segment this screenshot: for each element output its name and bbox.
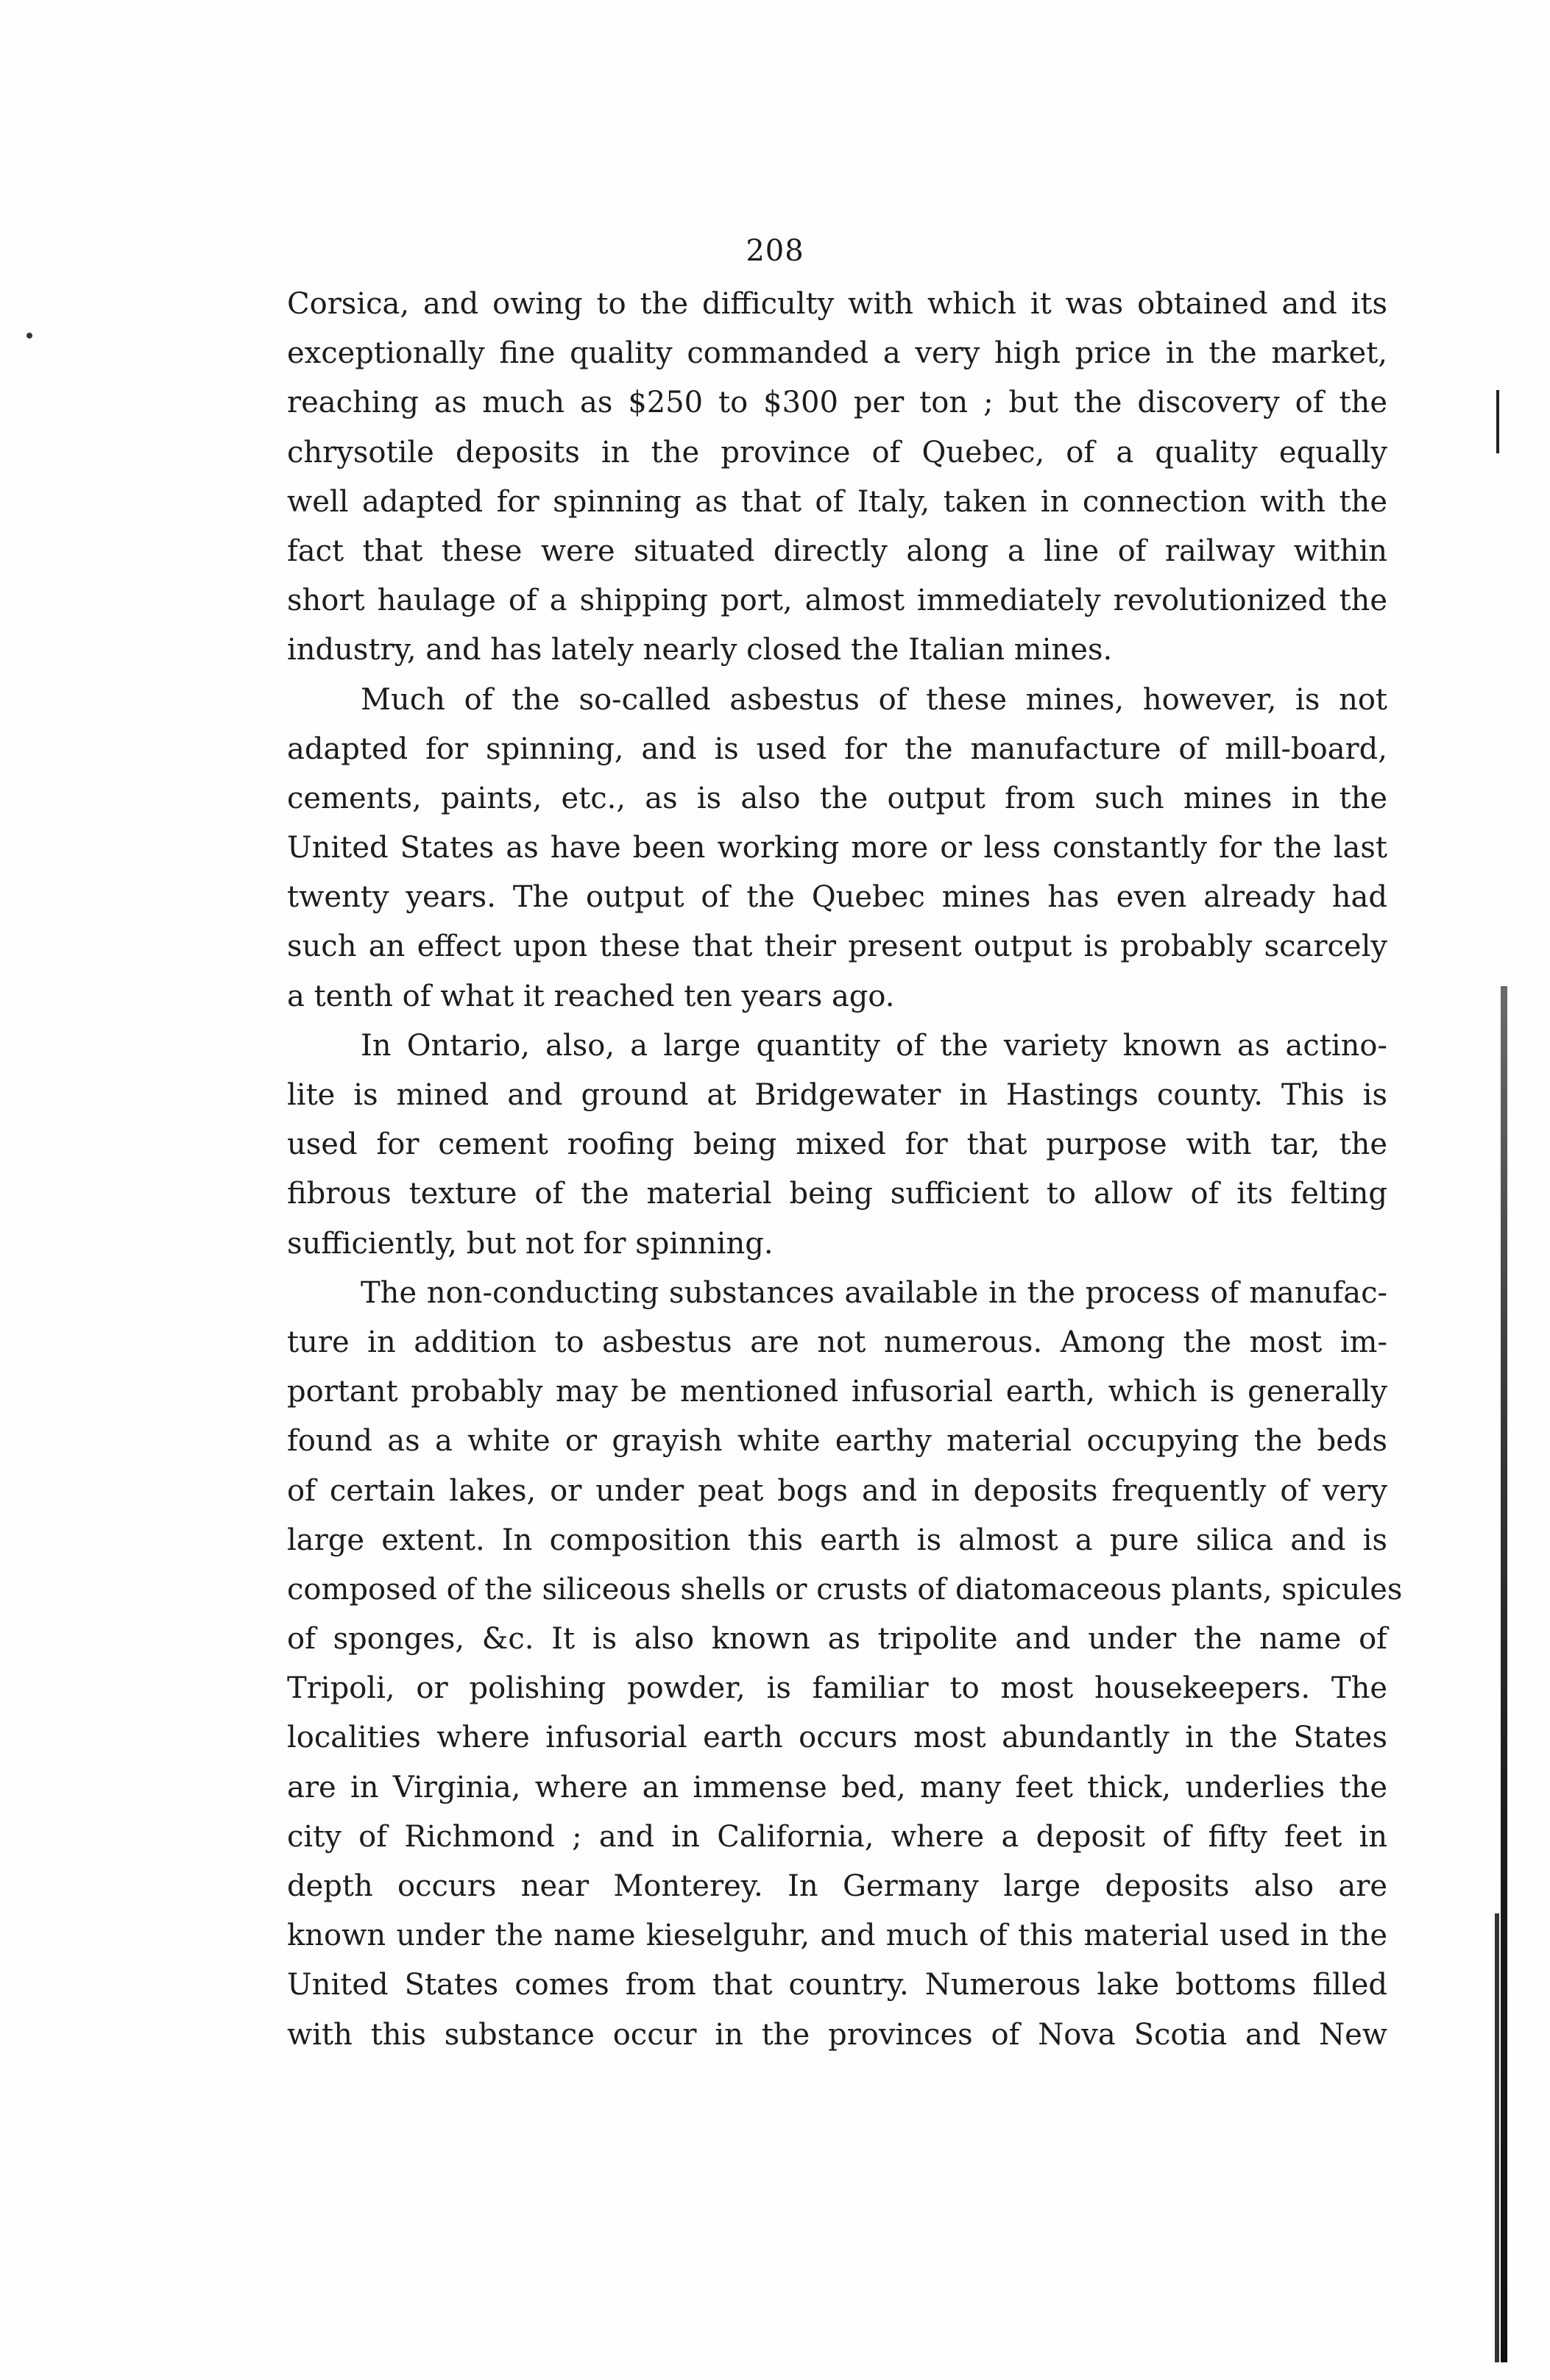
text-line: In Ontario, also, a large quantity of the variety known as actino- (361, 1028, 1387, 1063)
page-number: 208 (746, 234, 804, 268)
text-line: localities where infusorial earth occurs most abundantly in the States (287, 1721, 1387, 1755)
text-line: chrysotile deposits in the province of Quebec, of a quality equally (287, 435, 1387, 470)
text-line: United States comes from that country. Numerous lake bottoms filled (287, 1968, 1387, 2002)
text-line: twenty years. The output of the Quebec mines has even already had (287, 880, 1387, 915)
text-line: used for cement roofing being mixed for that purpose with tar, the (287, 1127, 1387, 1162)
text-line: adapted for spinning, and is used for the manufacture of mill-board, (287, 732, 1387, 766)
text-line: known under the name kieselguhr, and much of this material used in the (287, 1919, 1387, 1953)
text-line: found as a white or grayish white earthy material occupying the beds (287, 1424, 1387, 1459)
text-line: fact that these were situated directly along a line of railway within (287, 534, 1387, 568)
text-line: Tripoli, or polishing powder, is familiar to most housekeepers. The (287, 1671, 1387, 1706)
text-line: portant probably may be mentioned infusorial earth, which is generally (287, 1375, 1387, 1409)
text-line: composed of the siliceous shells or crusts of diatomaceous plants, spicules (287, 1572, 1403, 1607)
text-line: with this substance occur in the provinces of Nova Scotia and New (287, 2017, 1387, 2052)
text-line: Much of the so-called asbestus of these mines, however, is not (361, 682, 1387, 717)
text-line: depth occurs near Monterey. In Germany large deposits also are (287, 1869, 1387, 1903)
text-line: industry, and has lately nearly closed the Italian mines. (287, 633, 1113, 667)
text-line: a tenth of what it reached ten years ago. (287, 979, 895, 1013)
text-line: Corsica, and owing to the difficulty with which it was obtained and its (287, 287, 1387, 321)
body-text (287, 280, 1403, 2060)
text-line: United States as have been working more or less constantly for the last (287, 831, 1387, 865)
margin-dot (26, 333, 32, 339)
text-line: ture in addition to asbestus are not numerous. Among the most im- (287, 1325, 1387, 1359)
text-line: lite is mined and ground at Bridgewater in Hastings county. This is (287, 1078, 1387, 1112)
scan-edge-shadow (1495, 1913, 1499, 2362)
text-line: short haulage of a shipping port, almost immediately revolutionized the (287, 584, 1387, 618)
text-line: are in Virginia, where an immense bed, many feet thick, underlies the (287, 1770, 1387, 1805)
text-line: such an effect upon these that their present output is probably scarcely (287, 929, 1387, 964)
text-line: fibrous texture of the material being sufficient to allow of its felting (287, 1177, 1387, 1211)
text-line: sufficiently, but not for spinning. (287, 1226, 774, 1261)
text-line: well adapted for spinning as that of Italy, taken in connection with the (287, 484, 1387, 519)
scan-edge-shadow (1501, 986, 1507, 2362)
text-line: exceptionally fine quality commanded a very high price in the market, (287, 336, 1387, 371)
text-line: cements, paints, etc., as is also the output from such mines in the (287, 781, 1387, 815)
scan-edge-mark (1496, 390, 1499, 453)
text-line: city of Richmond ; and in California, where a deposit of fifty feet in (287, 1819, 1387, 1854)
text-line: of sponges, &c. It is also known as tripolite and under the name of (287, 1622, 1387, 1657)
text-line: The non-conducting substances available in the process of manufac- (361, 1275, 1387, 1310)
text-line: reaching as much as $250 to $300 per ton ; but the discovery of the (287, 386, 1387, 420)
text-line: of certain lakes, or under peat bogs and in deposits frequently of very (287, 1473, 1387, 1508)
text-line: large extent. In composition this earth is almost a pure silica and is (287, 1523, 1387, 1557)
